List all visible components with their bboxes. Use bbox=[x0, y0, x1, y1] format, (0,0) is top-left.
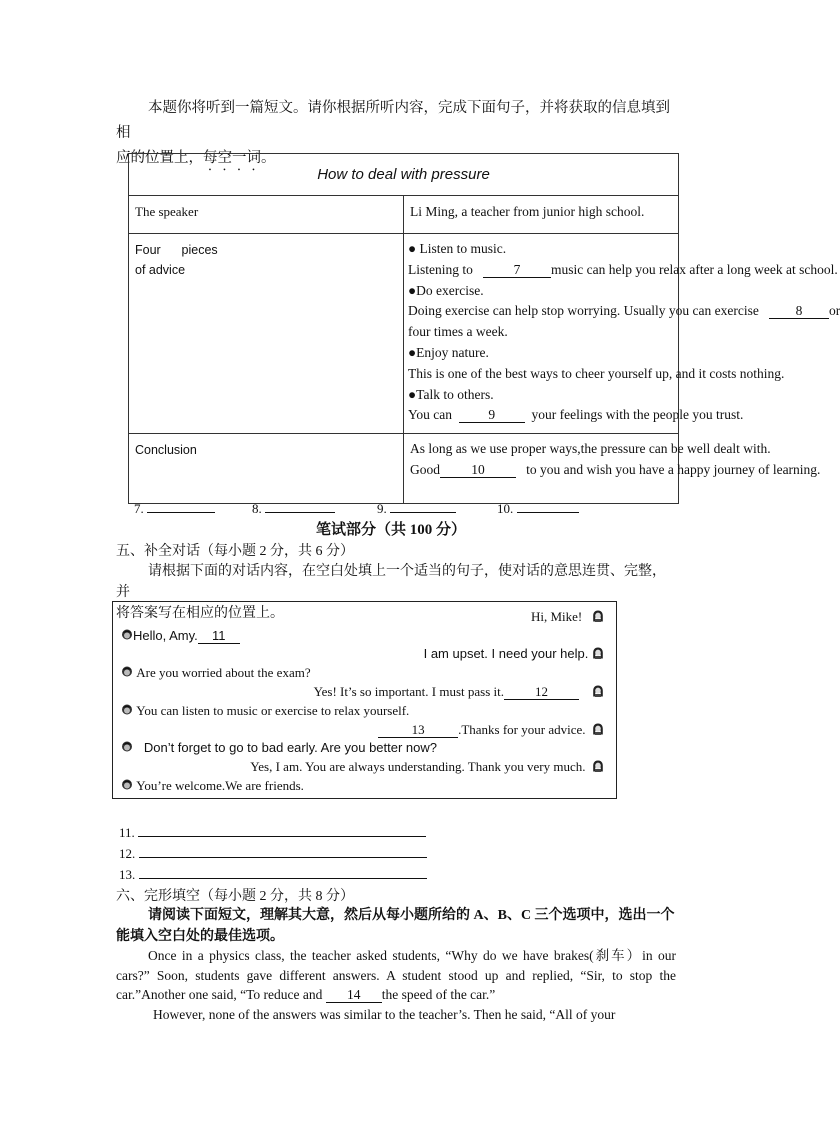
passage-paragraph-2: However, none of the answers was similar to the teacher’s. Then he said, “All of your bbox=[153, 1006, 616, 1022]
dialog-line: You’re welcome.We are friends. bbox=[121, 777, 304, 795]
answer-slot-10[interactable]: 10. bbox=[497, 500, 579, 517]
passage-paragraph-1: Once in a physics class, the teacher asked students, “Why do we have brakes(刹车）in our cars?” Soon, students gave different answers. A student stood up and replied, “Sir, to stop the car.”Another one said, “To reduce and 14 the speed of the car.” bbox=[116, 948, 676, 1002]
cloze-passage bbox=[116, 946, 676, 1024]
dialog-line: You can listen to music or exercise to relax yourself. bbox=[121, 702, 409, 720]
answer-line-12[interactable]: 12. bbox=[119, 845, 427, 862]
dialog-line: Hello, Amy. 11 bbox=[121, 627, 240, 645]
boy-avatar-icon bbox=[121, 704, 133, 716]
dialog-box bbox=[112, 601, 617, 799]
intro-line-1: 本题你将听到一篇短文。请你根据所听内容，完成下面句子，并将获取的信息填到相 bbox=[116, 100, 670, 141]
section-5-heading: 五、补全对话（每小题 2 分，共 6 分） bbox=[116, 544, 354, 559]
boy-avatar-icon bbox=[121, 741, 133, 753]
section-5-instruction: 请根据下面的对话内容，在空白处填上一个适当的句子，使对话的意思连贯、完整，并 将答案写在相应的位置上。 bbox=[116, 564, 666, 621]
boy-avatar-icon bbox=[121, 629, 133, 641]
dialog-line: Are you worried about the exam? bbox=[121, 664, 311, 682]
blank-14[interactable]: 14 bbox=[326, 987, 382, 1003]
answer-line-13[interactable]: 13. bbox=[119, 866, 427, 883]
intro-line-2: 应的位置上，每空一词。 bbox=[116, 150, 276, 166]
blank-13[interactable]: 13 bbox=[378, 723, 458, 738]
blank-11[interactable]: 11 bbox=[198, 629, 240, 644]
girl-avatar-icon bbox=[592, 685, 604, 697]
advice-label: Four pieces of advice bbox=[129, 234, 404, 434]
blank-7[interactable]: 7 bbox=[483, 262, 551, 278]
dialog-line: Yes! It’s so important. I must pass it. 12 bbox=[314, 683, 616, 701]
girl-avatar-icon bbox=[592, 760, 604, 772]
conclusion-content: As long as we use proper ways,the pressure can be well dealt with. Good 10 to you and wish you have a happy journey of learning. bbox=[404, 434, 679, 504]
emphasis-text: 每空一词 bbox=[203, 150, 261, 166]
pressure-table bbox=[128, 153, 840, 504]
answer-line-11[interactable]: 11. bbox=[119, 824, 426, 841]
section-6-instruction: 请阅读下面短文，理解其大意，然后从每小题所给的 A、B、C 三个选项中，选出一个 能填入空白处的最佳选项。 bbox=[116, 908, 675, 944]
dialog-line: Don’t forget to go to bad early. Are you better now? bbox=[121, 739, 437, 757]
dialog-line: 13 .Thanks for your advice. bbox=[378, 721, 616, 739]
section-title: 笔试部分（共 100 分） bbox=[316, 522, 467, 538]
dialog-line: Yes, I am. You are always understanding. Thank you very much. bbox=[250, 758, 616, 776]
boy-avatar-icon bbox=[121, 666, 133, 678]
girl-avatar-icon bbox=[592, 610, 604, 622]
boy-avatar-icon bbox=[121, 779, 133, 791]
blank-12[interactable]: 12 bbox=[504, 685, 579, 700]
girl-avatar-icon bbox=[592, 647, 604, 659]
dialog-line: Hi, Mike! bbox=[531, 608, 616, 626]
answer-slot-7[interactable]: 7. bbox=[134, 500, 215, 517]
speaker-value: Li Ming, a teacher from junior high school. bbox=[404, 196, 679, 234]
answer-slot-9[interactable]: 9. bbox=[377, 500, 456, 517]
blank-8[interactable]: 8 bbox=[769, 303, 829, 319]
advice-content: ● Listen to music. Listening to 7 music can help you relax after a long week at school. ●Do exercise. Doing exercise can help stop worrying. Usually you can exercise 8 or four times a week. ●Enjoy nature. This is one of the best ways to cheer yourself up, and it costs nothing. ●Talk to others. You can 9 your feelings with the people you trust. bbox=[404, 234, 679, 434]
blank-10[interactable]: 10 bbox=[440, 462, 516, 478]
conclusion-label: Conclusion bbox=[129, 434, 404, 504]
blank-9[interactable]: 9 bbox=[459, 407, 525, 423]
girl-avatar-icon bbox=[592, 723, 604, 735]
section-6-heading: 六、完形填空（每小题 2 分，共 8 分） bbox=[116, 889, 354, 904]
dialog-line: I am upset. I need your help. bbox=[424, 645, 616, 663]
speaker-label: The speaker bbox=[129, 196, 404, 234]
answer-slot-8[interactable]: 8. bbox=[252, 500, 335, 517]
table-title: How to deal with pressure bbox=[129, 154, 679, 196]
